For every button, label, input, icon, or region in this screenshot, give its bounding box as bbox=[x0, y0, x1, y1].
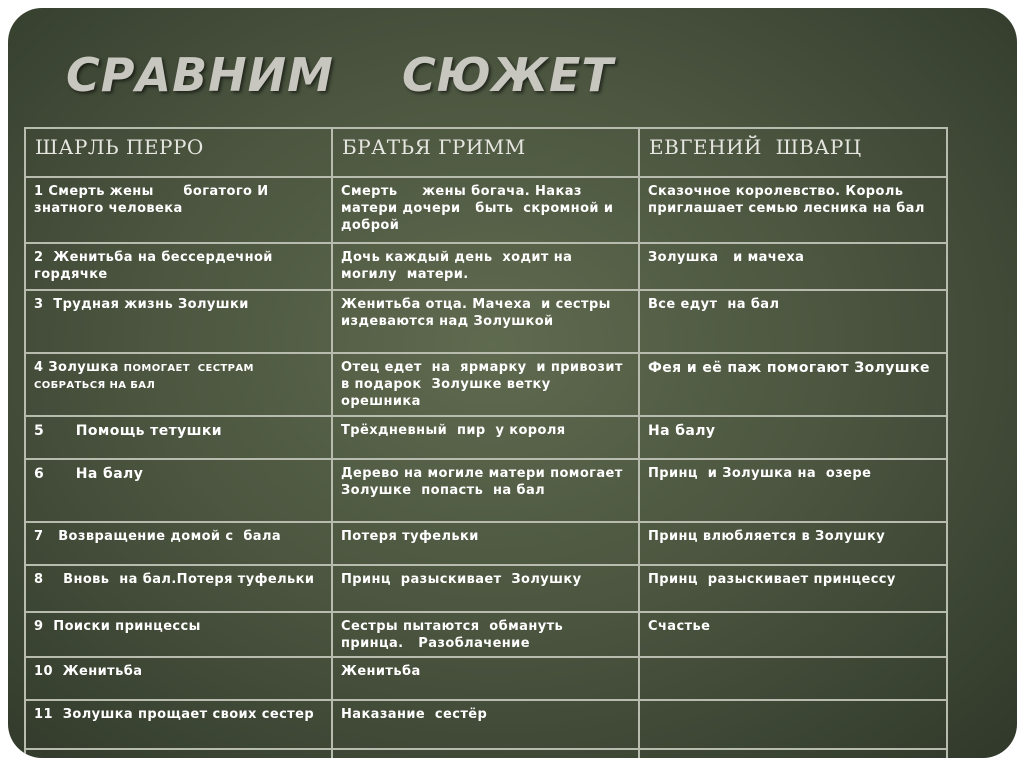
table-row bbox=[25, 657, 947, 700]
cell-grimm: Отец едет на ярмарку и привозит в подарок Золушке ветку орешника bbox=[332, 353, 639, 416]
table-row bbox=[25, 243, 947, 290]
cell-perrault-main: 4 Золушка bbox=[34, 360, 124, 375]
table-row bbox=[25, 749, 947, 758]
header-perrault: ШАРЛЬ ПЕРРО bbox=[25, 128, 332, 177]
cell-grimm: Женитьба отца. Мачеха и сестры издеваются над Золушкой bbox=[332, 290, 639, 353]
cell-schwartz bbox=[639, 749, 947, 758]
cell-grimm bbox=[332, 749, 639, 758]
table-row bbox=[25, 612, 947, 657]
cell-perrault: 6 На балу bbox=[25, 459, 332, 522]
cell-grimm: Смерть жены богача. Наказ матери дочери быть скромной и доброй bbox=[332, 177, 639, 243]
cell-schwartz bbox=[639, 657, 947, 700]
cell-perrault: 2 Женитьба на бессердечной гордячке bbox=[25, 243, 332, 290]
cell-perrault: 8 Вновь на бал.Потеря туфельки bbox=[25, 565, 332, 612]
cell-grimm: Наказание сестёр bbox=[332, 700, 639, 749]
table-row bbox=[25, 353, 947, 416]
cell-schwartz: На балу bbox=[639, 416, 947, 459]
header-grimm: БРАТЬЯ ГРИММ bbox=[332, 128, 639, 177]
table-row bbox=[25, 700, 947, 749]
slide-title: СРАВНИМ СЮЖЕТ bbox=[66, 48, 614, 102]
cell-perrault: 9 Поиски принцессы bbox=[25, 612, 332, 657]
cell-perrault: 7 Возвращение домой с бала bbox=[25, 522, 332, 565]
header-schwartz: ЕВГЕНИЙ ШВАРЦ bbox=[639, 128, 947, 177]
cell-perrault: 5 Помощь тетушки bbox=[25, 416, 332, 459]
cell-schwartz: Сказочное королевство. Король приглашает семью лесника на бал bbox=[639, 177, 947, 243]
cell-schwartz: Принц разыскивает принцессу bbox=[639, 565, 947, 612]
cell-perrault bbox=[25, 353, 332, 416]
table-row bbox=[25, 177, 947, 243]
table-row bbox=[25, 565, 947, 612]
cell-schwartz: Фея и её паж помогают Золушке bbox=[639, 353, 947, 416]
plot-comparison-table bbox=[24, 127, 948, 758]
cell-perrault: 10 Женитьба bbox=[25, 657, 332, 700]
cell-grimm: Принц разыскивает Золушку bbox=[332, 565, 639, 612]
cell-grimm: Дочь каждый день ходит на могилу матери. bbox=[332, 243, 639, 290]
cell-perrault bbox=[25, 749, 332, 758]
cell-schwartz: Все едут на бал bbox=[639, 290, 947, 353]
slide bbox=[8, 8, 1017, 758]
table-row bbox=[25, 416, 947, 459]
cell-schwartz: Принц влюбляется в Золушку bbox=[639, 522, 947, 565]
cell-schwartz: Принц и Золушка на озере bbox=[639, 459, 947, 522]
table-row bbox=[25, 522, 947, 565]
cell-perrault: 1 Смерть жены богатого И знатного человека bbox=[25, 177, 332, 243]
cell-schwartz: Счастье bbox=[639, 612, 947, 657]
cell-grimm: Трёхдневный пир у короля bbox=[332, 416, 639, 459]
cell-grimm: Женитьба bbox=[332, 657, 639, 700]
cell-grimm: Дерево на могиле матери помогает Золушке попасть на бал bbox=[332, 459, 639, 522]
cell-perrault-small: ПОМОГАЕТ СЕСТРАМ СОБРАТЬСЯ НА БАЛ bbox=[34, 363, 258, 391]
table-row bbox=[25, 290, 947, 353]
cell-schwartz bbox=[639, 700, 947, 749]
cell-grimm: Сестры пытаются обмануть принца. Разоблачение bbox=[332, 612, 639, 657]
cell-grimm: Потеря туфельки bbox=[332, 522, 639, 565]
table-header-row bbox=[25, 128, 947, 177]
table-row bbox=[25, 459, 947, 522]
cell-perrault: 11 Золушка прощает своих сестер bbox=[25, 700, 332, 749]
cell-schwartz: Золушка и мачеха bbox=[639, 243, 947, 290]
cell-perrault: 3 Трудная жизнь Золушки bbox=[25, 290, 332, 353]
